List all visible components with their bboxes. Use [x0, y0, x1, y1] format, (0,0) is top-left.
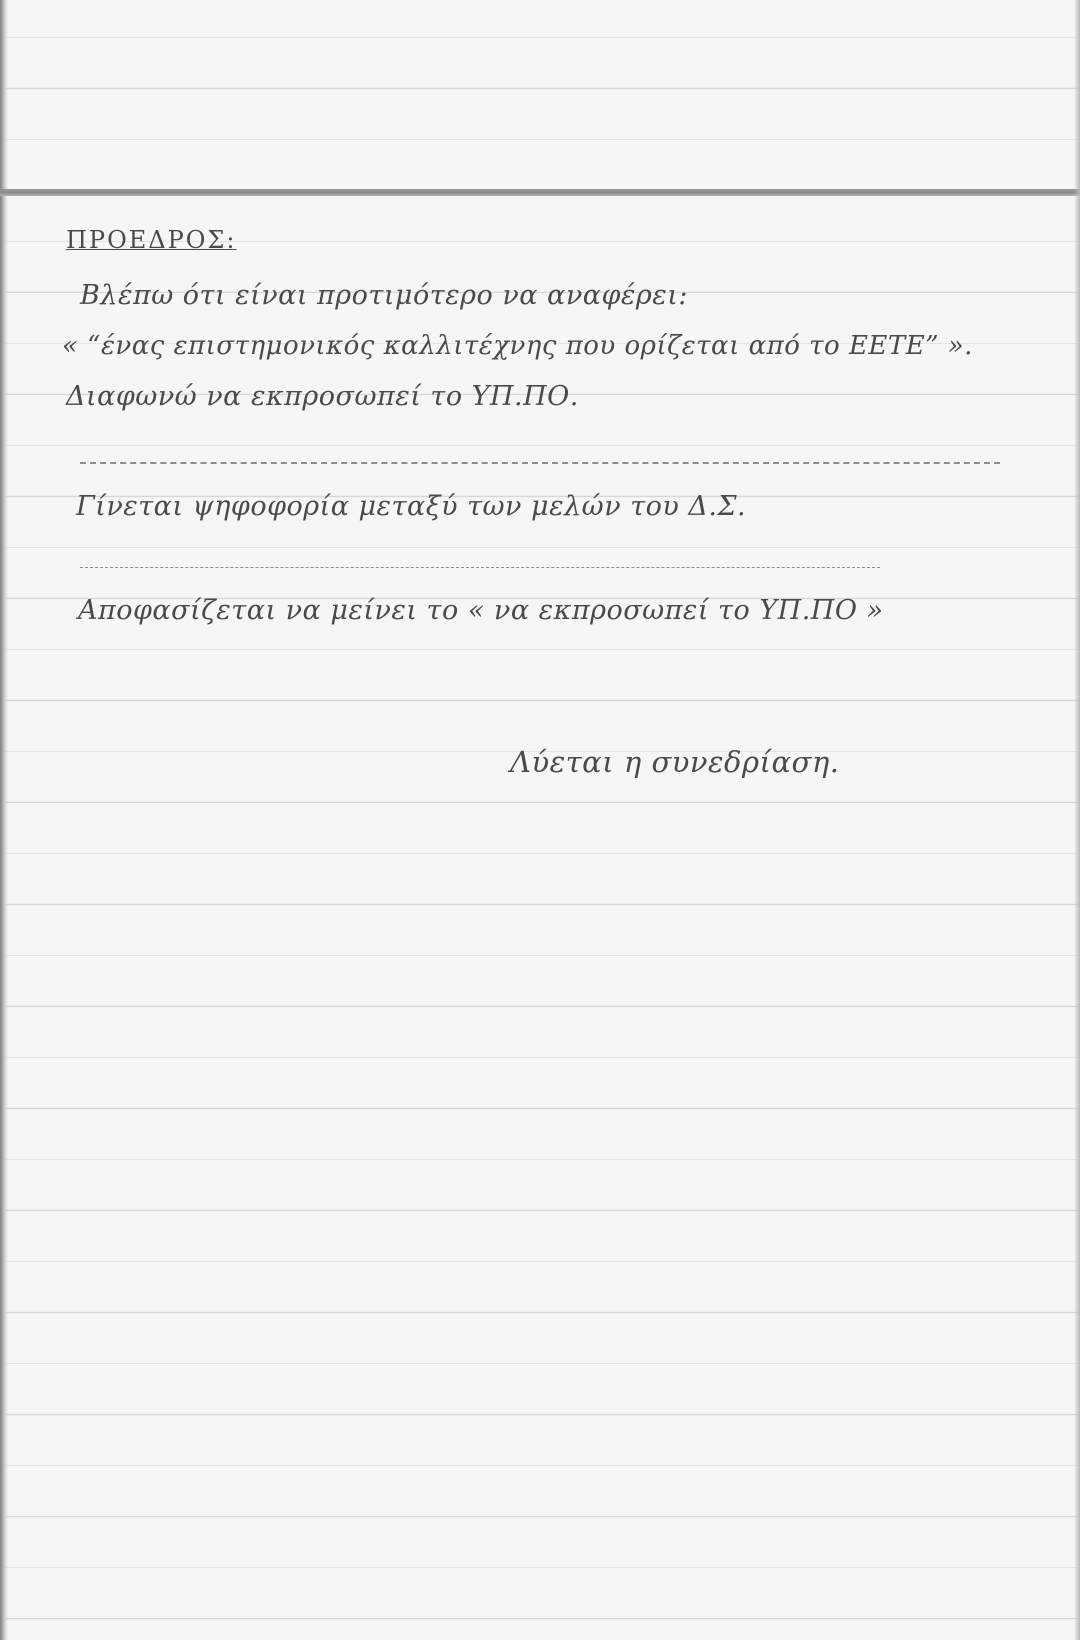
- minutes-line-1: Βλέπω ότι είναι προτιμότερο να αναφέρει:: [80, 280, 688, 311]
- page-top-rule: [0, 189, 1080, 196]
- closing-line: Λύεται η συνεδρίαση.: [510, 745, 840, 779]
- speaker-heading: ΠΡΟΕΔΡΟΣ:: [66, 226, 237, 254]
- vote-line: Γίνεται ψηφοφορία μεταξύ των μελών του Δ.Σ.: [76, 491, 747, 522]
- separator-dashes-1: [80, 462, 1000, 464]
- separator-dashes-2: [80, 567, 880, 568]
- decision-line: Αποφασίζεται να μείνει το « να εκπροσωπεί το ΥΠ.ΠΟ »: [78, 595, 884, 626]
- minutes-line-3: Διαφωνώ να εκπροσωπεί το ΥΠ.ΠΟ.: [66, 381, 579, 412]
- minutes-line-2: « “ένας επιστημονικός καλλιτέχνης που ορίζεται από το ΕΕΤΕ” ».: [62, 331, 973, 361]
